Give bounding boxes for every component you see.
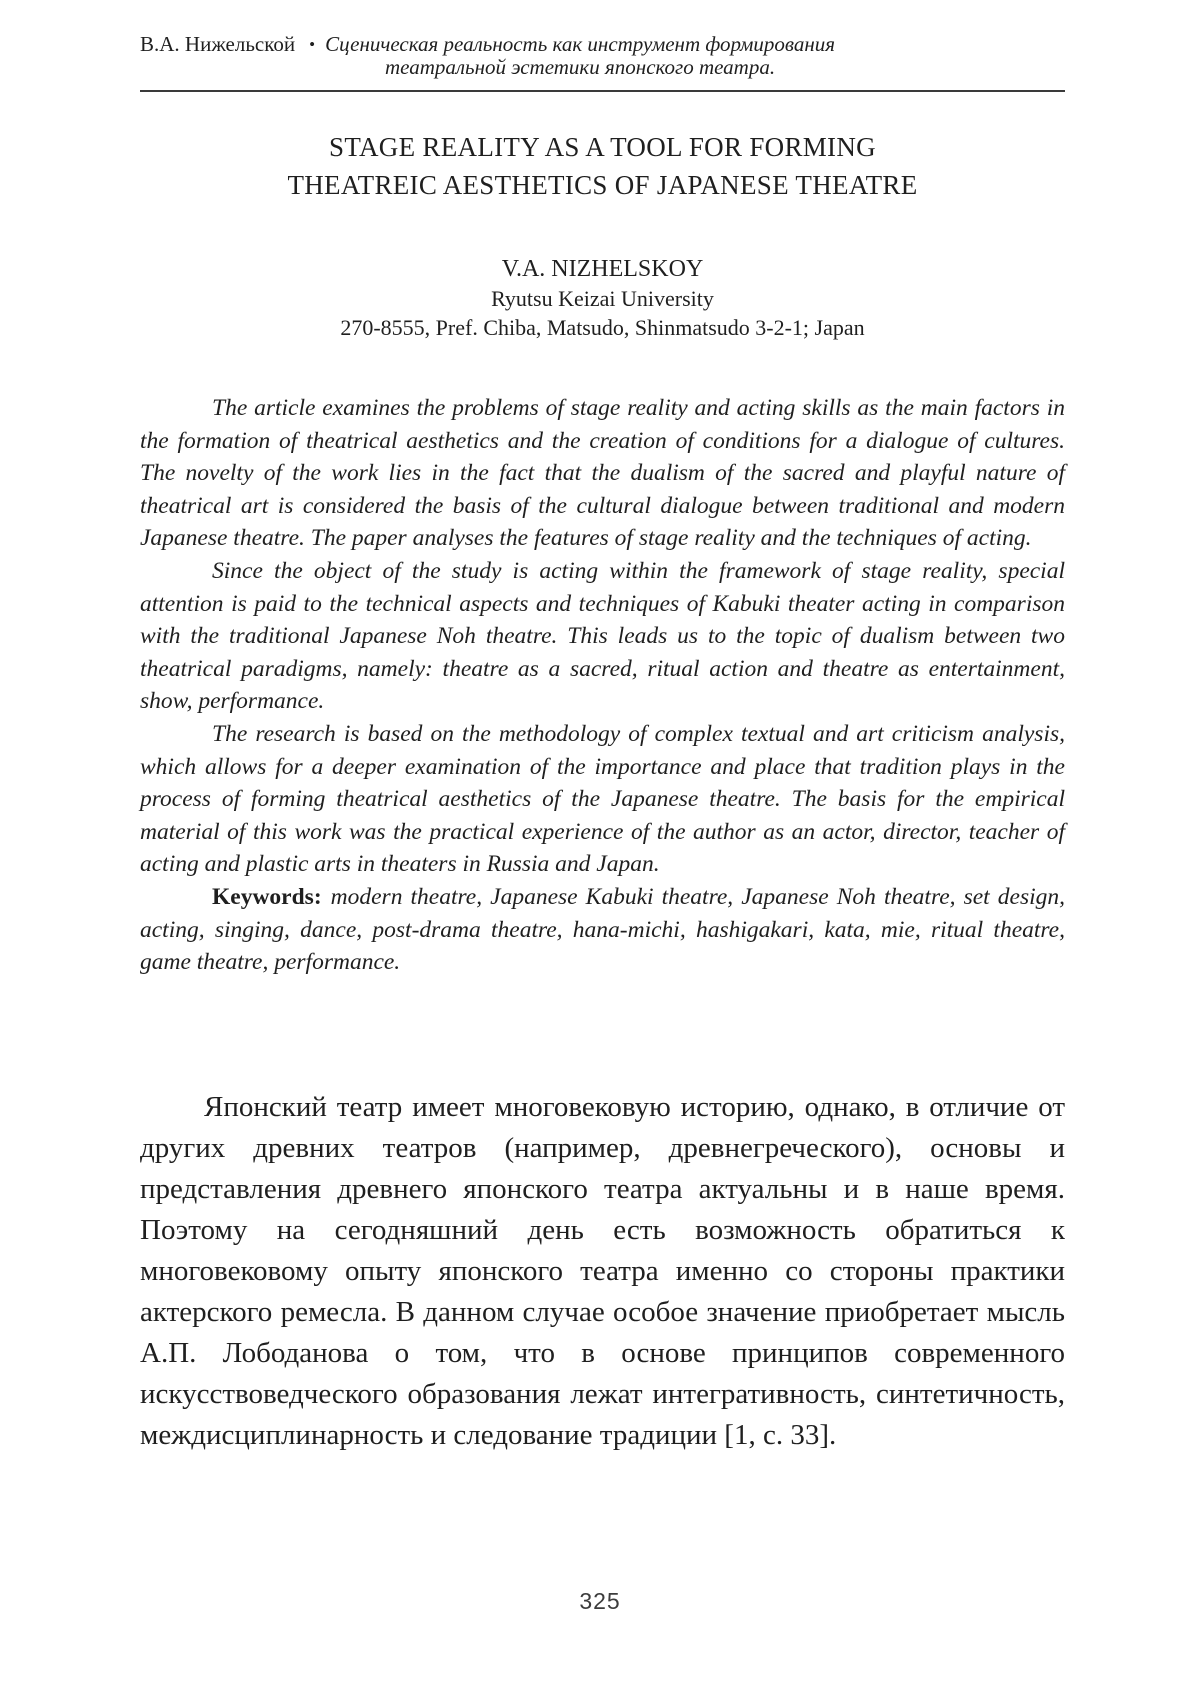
article-title-line1: STAGE REALITY AS A TOOL FOR FORMING <box>329 132 876 162</box>
abstract-paragraph: The research is based on the methodology of complex textual and art criticism analysis, which allows for a deeper examination of the importance and place that tradition plays in the process of forming theatrical aesthetics of the Japanese theatre. The basis for the empirical material of this work was the practical experience of the author as an actor, director, teacher of acting and plastic arts in theaters in Russia and Japan. <box>140 720 1065 878</box>
author-block <box>140 254 1065 342</box>
abstract-paragraph: The article examines the problems of stage reality and acting skills as the main factors in the formation of theatrical aesthetics and the creation of conditions for a dialogue of cultures. The novelty of the work lies in the fact that the dualism of the sacred and playful nature of theatrical art is considered the basis of the cultural dialogue between traditional and modern Japanese theatre. The paper analyses the features of stage reality and the techniques of acting. <box>140 395 1065 552</box>
article-title <box>140 128 1065 204</box>
running-header-row <box>140 0 1065 79</box>
body-text <box>140 1087 1065 1456</box>
running-header-author: В.А. Нижельской <box>140 32 296 56</box>
page-footer <box>0 1588 1200 1615</box>
page-content <box>140 0 1065 1456</box>
address: 270-8555, Pref. Chiba, Matsudo, Shinmatsudo 3-2-1; Japan <box>340 315 865 340</box>
running-header-title-line1: Сценическая реальность как инструмент формирования <box>325 32 836 56</box>
abstract-paragraph: Since the object of the study is acting within the framework of stage reality, special attention is paid to the technical aspects and techniques of Kabuki theater acting in comparison with the traditional Japanese Noh theatre. This leads us to the topic of dualism between two theatrical paradigms, namely: theatre as a sacred, ritual action and theatre as entertainment, show, performance. <box>140 557 1065 715</box>
keywords-paragraph <box>140 881 1065 979</box>
keywords-label: Keywords: <box>212 883 322 910</box>
header-rule <box>140 90 1065 92</box>
running-header <box>140 0 1065 92</box>
body-paragraph: Японский театр имеет многовековую историю, однако, в отличие от других древних театров (например, древнегреческого), основы и представления древнего японского театра актуальны и в наше время. Поэтому на сегодняшний день есть возможность обратиться к многовековому опыту японского театра именно со стороны практики актерского ремесла. В данном случае особое значение приобретает мысль А.П. Лободанова о том, что в основе принципов современного искусствоведческого образования лежат интегративность, синтетичность, междисциплинарность и следование традиции [1, с. 33]. <box>140 1090 1065 1451</box>
abstract <box>140 392 1065 979</box>
article-author: V.A. NIZHELSKOY <box>501 256 704 282</box>
keywords-text: modern theatre, Japanese Kabuki theatre, Japanese Noh theatre, set design, acting, singing, dance, post-drama theatre, hana-michi, hashigakari, kata, mie, ritual theatre, game theatre, performance. <box>140 883 1065 976</box>
running-header-title-line2: театральной эстетики японского театра. <box>385 55 776 79</box>
article-title-line2: THEATREIC AESTHETICS OF JAPANESE THEATRE <box>287 170 918 200</box>
page-number: 325 <box>579 1588 621 1614</box>
running-header-title <box>325 33 835 79</box>
bullet-separator: • <box>309 35 316 54</box>
affiliation: Ryutsu Keizai University <box>491 286 714 311</box>
